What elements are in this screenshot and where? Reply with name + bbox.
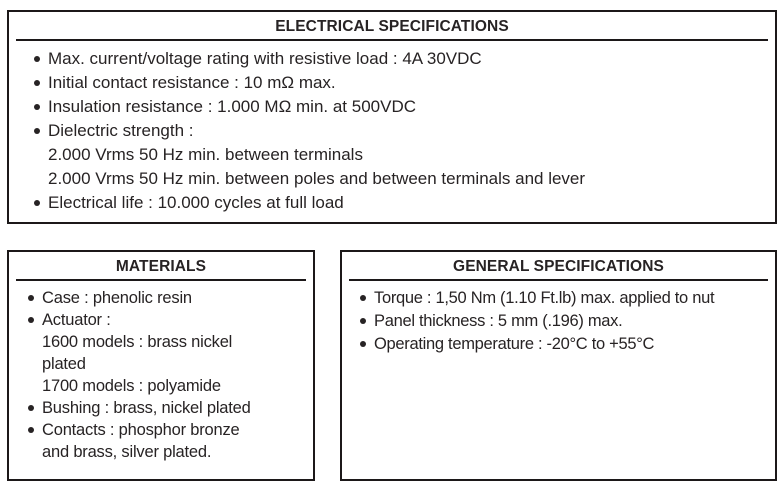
bullet-dot <box>28 405 34 411</box>
bullet-dot <box>34 200 40 206</box>
spec-text: Contacts : phosphor bronze <box>42 421 240 439</box>
title-divider <box>349 279 768 281</box>
spec-text: Bushing : brass, nickel plated <box>42 399 251 417</box>
spec-text: 2.000 Vrms 50 Hz min. between terminals <box>48 145 363 164</box>
spec-text: Actuator : <box>42 311 111 329</box>
spec-item <box>28 419 307 441</box>
panel-title-general: GENERAL SPECIFICATIONS <box>453 258 664 275</box>
spec-text: Insulation resistance : 1.000 MΩ min. at 500VDC <box>48 97 416 116</box>
spec-item-continuation <box>28 353 307 375</box>
spec-text: Initial contact resistance : 10 mΩ max. <box>48 73 336 92</box>
bullet-dot <box>360 341 366 347</box>
spec-item <box>360 287 769 310</box>
title-divider <box>16 279 306 281</box>
spec-text: Operating temperature : -20°C to +55°C <box>374 335 655 353</box>
panel-electrical-specifications <box>7 10 777 224</box>
bullet-dot <box>28 295 34 301</box>
spec-item <box>34 119 769 143</box>
title-divider <box>16 39 768 41</box>
spec-text: Max. current/voltage rating with resistive load : 4A 30VDC <box>48 49 482 68</box>
panel-general-specifications <box>340 250 777 481</box>
spec-item <box>360 310 769 333</box>
spec-item-continuation <box>28 375 307 397</box>
spec-text: Case : phenolic resin <box>42 289 192 307</box>
spec-item <box>28 287 307 309</box>
spec-item-continuation <box>34 167 769 191</box>
bullet-dot <box>28 317 34 323</box>
materials-spec-list <box>9 287 313 463</box>
spec-item-continuation <box>28 331 307 353</box>
spec-text: plated <box>42 355 86 373</box>
electrical-spec-list <box>9 47 775 215</box>
spec-text: Dielectric strength : <box>48 121 194 140</box>
panel-materials <box>7 250 315 481</box>
spec-item <box>34 95 769 119</box>
spec-text: Panel thickness : 5 mm (.196) max. <box>374 312 623 330</box>
bullet-dot <box>34 128 40 134</box>
bullet-dot <box>34 104 40 110</box>
spec-text: 1600 models : brass nickel <box>42 333 233 351</box>
spec-text: 1700 models : polyamide <box>42 377 221 395</box>
spec-item <box>34 71 769 95</box>
spec-item-continuation <box>34 143 769 167</box>
panel-title-materials: MATERIALS <box>115 258 207 275</box>
spec-text: 2.000 Vrms 50 Hz min. between poles and between terminals and lever <box>48 169 586 188</box>
bullet-dot <box>360 295 366 301</box>
spec-text: Torque : 1,50 Nm (1.10 Ft.lb) max. applied to nut <box>374 289 715 307</box>
spec-text: Electrical life : 10.000 cycles at full load <box>48 193 344 212</box>
spec-item-continuation <box>28 441 307 463</box>
bullet-dot <box>360 318 366 324</box>
bullet-dot <box>28 427 34 433</box>
spec-item <box>34 191 769 215</box>
general-spec-list <box>342 287 775 356</box>
bullet-dot <box>34 80 40 86</box>
spec-item <box>28 309 307 331</box>
spec-item <box>360 333 769 356</box>
panel-title-electrical: ELECTRICAL SPECIFICATIONS <box>275 18 509 35</box>
spec-text: and brass, silver plated. <box>42 443 212 461</box>
spec-item <box>34 47 769 71</box>
bullet-dot <box>34 56 40 62</box>
spec-item <box>28 397 307 419</box>
